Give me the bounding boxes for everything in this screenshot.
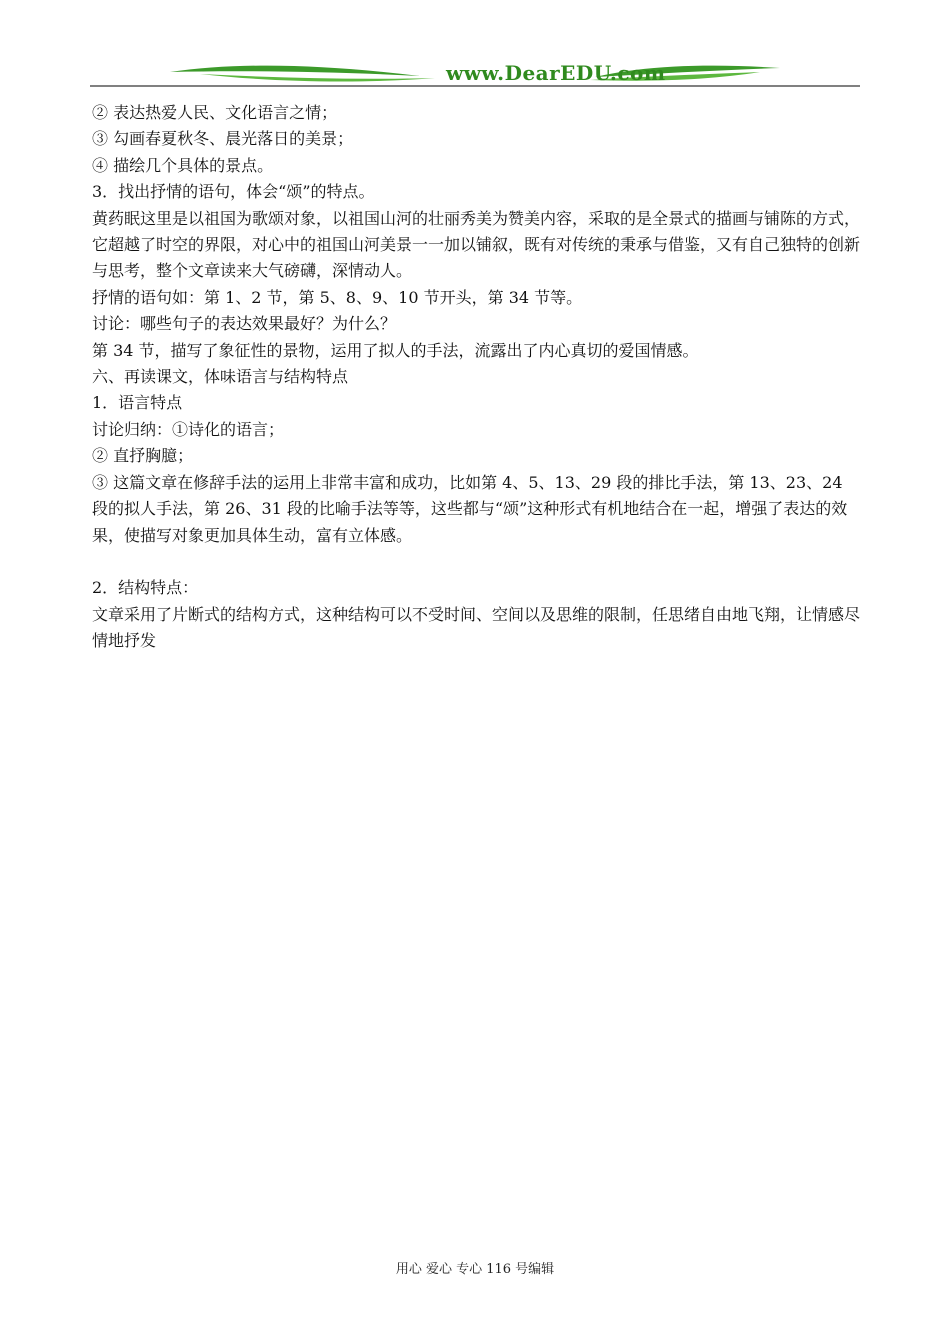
subsection-heading-1: 1．语言特点 — [92, 393, 183, 413]
paragraph-item-3: ③ 这篇文章在修辞手法的运用上非常丰富和成功，比如第 4、5、13、29 段的排比手法，第 13、23、24 段的拟人手法，第 26、31 段的比喻手法等等，这些都与“颂”这种形式有机地结合在一起，增强了表达的效果，使描写对象更加具体生动，富有立体感。 — [92, 472, 848, 545]
section-heading-3: 3．找出抒情的语句，体会“颂”的特点。 — [92, 182, 375, 202]
page-footer: 用心 爱心 专心 116 号编辑 — [395, 1262, 555, 1277]
paragraph-item-2: ② 表达热爱人民、文化语言之情； — [92, 103, 338, 122]
subsection-heading-2: 2．结构特点： — [92, 578, 199, 598]
discussion-question: 讨论：哪些句子的表达效果最好？为什么？ — [92, 314, 397, 334]
section-heading-6: 六、再读课文，体味语言与结构特点 — [92, 367, 349, 387]
page-header — [90, 58, 860, 90]
site-logo-text: www.DearEDU.com — [446, 61, 666, 85]
body-paragraph: 黄药眠这里是以祖国为歌颂对象，以祖国山河的壮丽秀美为赞美内容，采取的是全景式的描画与铺陈的方式，它超越了时空的界限，对心中的祖国山河美景一一加以铺叙，既有对传统的秉承与借鉴，又有自己独特的创新与思考，整个文章读来大气磅礴，深情动人。 — [92, 208, 861, 281]
paragraph-item-4: ④ 描绘几个具体的景点。 — [92, 155, 274, 175]
blank-line — [92, 549, 862, 575]
paragraph-item-3: ③ 勾画春夏秋冬、晨光落日的美景； — [92, 129, 354, 149]
discussion-summary: 讨论归纳：①诗化的语言； — [92, 419, 285, 439]
left-swoosh-tail — [200, 74, 435, 81]
body-paragraph: 第 34 节，描写了象征性的景物，运用了拟人的手法，流露出了内心真切的爱国情感。 — [92, 340, 699, 360]
document-body — [92, 100, 862, 655]
paragraph-item-2: ② 直抒胸臆； — [92, 446, 194, 466]
body-paragraph: 抒情的语句如：第 1、2 节，第 5、8、9、10 节开头，第 34 节等。 — [92, 287, 583, 307]
body-paragraph: 文章采用了片断式的结构方式，这种结构可以不受时间、空间以及思维的限制，任思绪自由地飞翔，让情感尽情地抒发 — [92, 604, 861, 651]
